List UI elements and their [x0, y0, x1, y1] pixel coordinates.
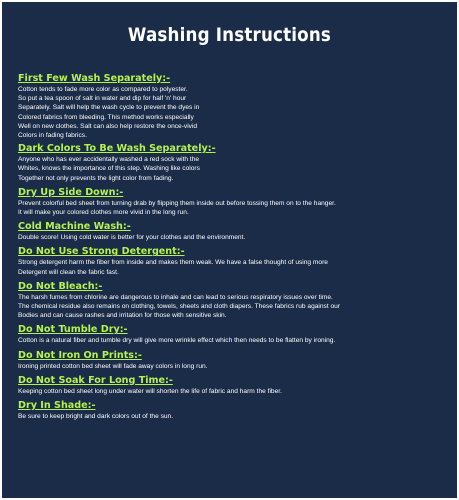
section-cold-machine-wash [18, 221, 448, 242]
section-dry-in-shade [18, 400, 448, 421]
section-do-not-tumble-dry [18, 324, 448, 345]
section-dark-colors [18, 143, 448, 183]
section-heading: Do Not Use Strong Detergent:- [18, 246, 185, 258]
section-body: Cotton is a natural fiber and tumble dry will give more wrinkle effect which then needs to be flatten by ironing. [18, 337, 336, 345]
section-heading: First Few Wash Separately:- [18, 73, 171, 84]
section-body: Be sure to keep bright and dark colors out of the sun. [18, 413, 174, 421]
section-body: Strong detergent harm the fiber from inside and makes them weak. We have a false thought of using more Detergent will clean the fabric fast. [18, 259, 328, 276]
section-heading: Dark Colors To Be Wash Separately:- [18, 143, 216, 155]
section-body: Ironing printed cotton bed sheet will fade away colors in long run. [18, 362, 208, 370]
section-body: Anyone who has ever accidentally washed a red sock with the Whites, knows the importance of this step. Washing like colors Together not only prevents the light color from fading. [18, 156, 200, 182]
section-body: The harsh fumes from chlorine are dangerous to inhale and can lead to serious respiratory issues over time. The chemical residue also remains on clothing, towels, sheets and cloth diapers. These fabrics rub against our Bodies and can cause rashes and irritation for those with sensitive skin. [18, 293, 341, 320]
instruction-list [18, 73, 448, 421]
section-heading: Dry Up Side Down:- [18, 186, 124, 198]
section-strong-detergent [18, 246, 448, 276]
section-dry-up-side-down [18, 187, 448, 217]
section-body: Double score! Using cold water is better for your clothes and the environment. [18, 234, 246, 242]
section-heading: Do Not Tumble Dry:- [18, 324, 128, 336]
section-do-not-soak [18, 375, 448, 396]
section-heading: Do Not Soak For Long Time:- [18, 374, 173, 386]
section-heading: Do Not Iron On Prints:- [18, 349, 142, 361]
instructions-panel [2, 2, 457, 498]
section-heading: Do Not Bleach:- [18, 280, 103, 292]
section-do-not-bleach [18, 281, 448, 321]
section-do-not-iron-on-prints [18, 350, 448, 371]
page-title: Washing Instructions [127, 24, 332, 46]
section-body: Keeping cotton bed sheet long under water will shorten the life of fabric and harm the fiber. [18, 387, 282, 395]
section-body: Prevent colorful bed sheet from turning drab by flipping them inside out before tossing them on to the hanger. It will make your colored clothes more vivid in the long run. [18, 199, 336, 217]
section-first-few-wash [18, 73, 448, 140]
section-heading: Cold Machine Wash:- [18, 221, 131, 233]
section-body: Cotton tends to fade more color as compared to polyester. So put a tea spoon of salt in water and dip for half 'n' hour Separately. Salt will help the wash cycle to prevent the dyes in Colored fabrics from bleeding. This method works especially Well on new clothes. Salt can also help restore the once-vivid Colors in fading fabrics. [18, 86, 200, 140]
section-heading: Dry In Shade:- [18, 400, 96, 412]
